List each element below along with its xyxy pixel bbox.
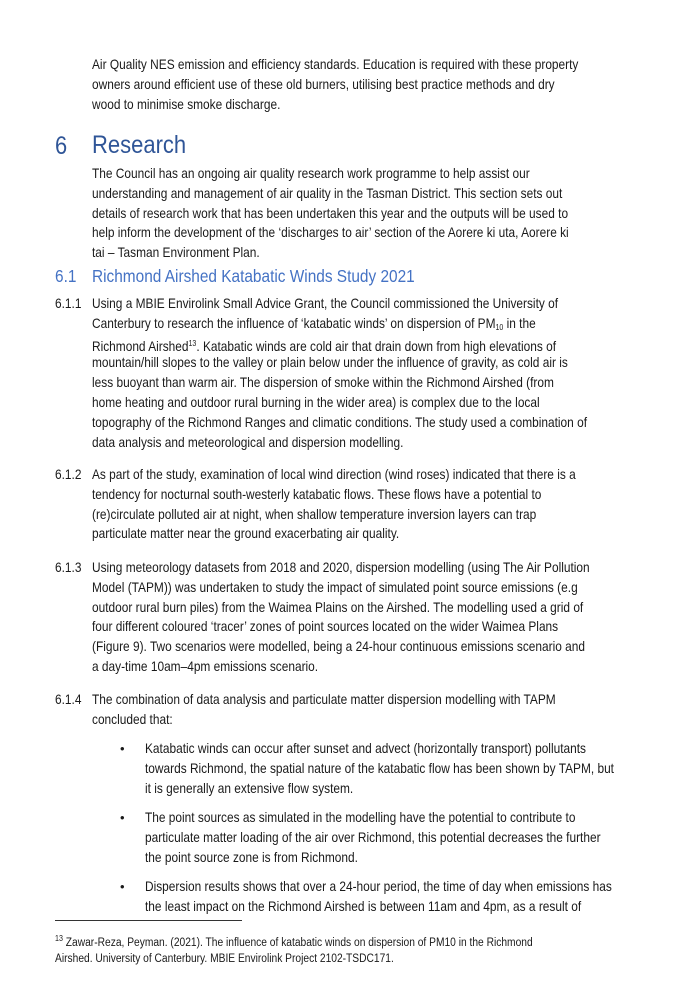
section-heading: Research: [92, 131, 187, 159]
subsection-heading: Richmond Airshed Katabatic Winds Study 2021: [92, 266, 415, 286]
text-line: tendency for nocturnal south-westerly katabatic flows. These flows have a potential to: [92, 486, 542, 502]
text-line: the point source zone is from Richmond.: [145, 849, 358, 865]
paragraph-number: 6.1.4: [55, 692, 82, 707]
text-line: outdoor rural burn piles) from the Waimea Plains on the Airshed. The modelling used a grid of: [92, 599, 584, 615]
text-line: Dispersion results shows that over a 24-hour period, the time of day when emissions has: [145, 879, 612, 894]
text-line: the least impact on the Richmond Airshed is between 11am and 4pm, as a result of: [145, 898, 582, 914]
text-line: details of research work that has been undertaken this year and the outputs will be used to: [92, 205, 569, 221]
section-number: 6: [55, 132, 68, 160]
text-line: The combination of data analysis and particulate matter dispersion modelling with TAPM: [92, 692, 556, 707]
text-line: As part of the study, examination of local wind direction (wind roses) indicated that there is a: [92, 467, 576, 482]
text-line: a day-time 10am–4pm emissions scenario.: [92, 659, 319, 674]
bullet-icon: •: [120, 810, 125, 825]
text-line: The point sources as simulated in the modelling have the potential to contribute to: [145, 810, 576, 825]
text-line: four different coloured ‘tracer’ zones of point sources located on the wider Waimea Plans: [92, 619, 559, 635]
paragraph-number: 6.1.1: [55, 296, 82, 311]
text-line: topography of the Richmond Ranges and climatic conditions. The study used a combination of: [92, 414, 588, 430]
footnote-divider: [55, 920, 242, 921]
text-line: mountain/hill slopes to the valley or plain below under the influence of gravity, as cold air is: [92, 355, 568, 371]
text-line: particulate matter loading of the air over Richmond, this potential decreases the further: [145, 829, 601, 845]
text-line: Canterbury to research the influence of ‘katabatic winds’ on dispersion of $PM_{10}$ in the: [92, 315, 536, 332]
text-line: (re)circulate polluted air at night, when shallow temperature inversion layers can trap: [92, 506, 537, 522]
text-line: Using a MBIE Envirolink Small Advice Grant, the Council commissioned the University of: [92, 296, 559, 311]
text-line: Using meteorology datasets from 2018 and 2020, dispersion modelling (using The Air Pollution: [92, 560, 590, 575]
text-line: less buoyant than warm air. The dispersion of smoke within the Richmond Airshed (from: [92, 375, 554, 391]
footnote-reference: 13: [188, 338, 197, 348]
text-line: help inform the development of the ‘discharges to air’ section of the Aorere ki uta, Aorere ki: [92, 225, 569, 241]
text-line: particulate matter near the ground exacerbating air quality.: [92, 526, 400, 542]
text-line: Air Quality NES emission and efficiency standards. Education is required with these property: [92, 57, 579, 72]
text-line: data analysis and meteorological and dispersion modelling.: [92, 434, 404, 450]
footnote-line: Airshed. University of Canterbury. MBIE Envirolink Project 2102-TSDC171.: [55, 952, 394, 965]
footnote-line: $^{13}$ Zawar-Reza, Peyman. (2021). The influence of katabatic winds on dispersion of PM10 in the Richmond: [55, 934, 533, 949]
text-line: home heating and outdoor rural burning in the wider area) is complex due to the local: [92, 395, 540, 410]
text-line: Model (TAPM)) was undertaken to study the impact of simulated point source emissions (e.g: [92, 579, 578, 595]
text-line: understanding and management of air quality in the Tasman District. This section sets out: [92, 185, 563, 201]
text-line: Katabatic winds can occur after sunset and advect (horizontally transport) pollutants: [145, 741, 586, 756]
text-line: Richmond Airshed$^{13}$. Katabatic winds are cold air that drain down from high elevations of: [92, 338, 557, 354]
text-line: (Figure 9). Two scenarios were modelled, being a 24-hour continuous emissions scenario and: [92, 639, 586, 655]
text-line: owners around efficient use of these old burners, utilising best practice methods and dry: [92, 76, 555, 92]
paragraph-number: 6.1.2: [55, 467, 82, 482]
text-line: it is generally an extensive flow system.: [145, 780, 354, 796]
text-line: tai – Tasman Environment Plan.: [92, 245, 260, 261]
text-line: towards Richmond, the spatial nature of the katabatic flow has been shown by TAPM, but: [145, 760, 614, 776]
footnote-reference: 13: [55, 934, 63, 943]
text-line: The Council has an ongoing air quality research work programme to help assist our: [92, 166, 530, 181]
subsection-number: 6.1: [55, 266, 77, 286]
text-line: concluded that:: [92, 711, 173, 727]
bullet-icon: •: [120, 741, 125, 756]
text-line: wood to minimise smoke discharge.: [92, 96, 281, 112]
subscript: 10: [495, 322, 504, 332]
paragraph-number: 6.1.3: [55, 560, 82, 575]
bullet-icon: •: [120, 879, 125, 894]
